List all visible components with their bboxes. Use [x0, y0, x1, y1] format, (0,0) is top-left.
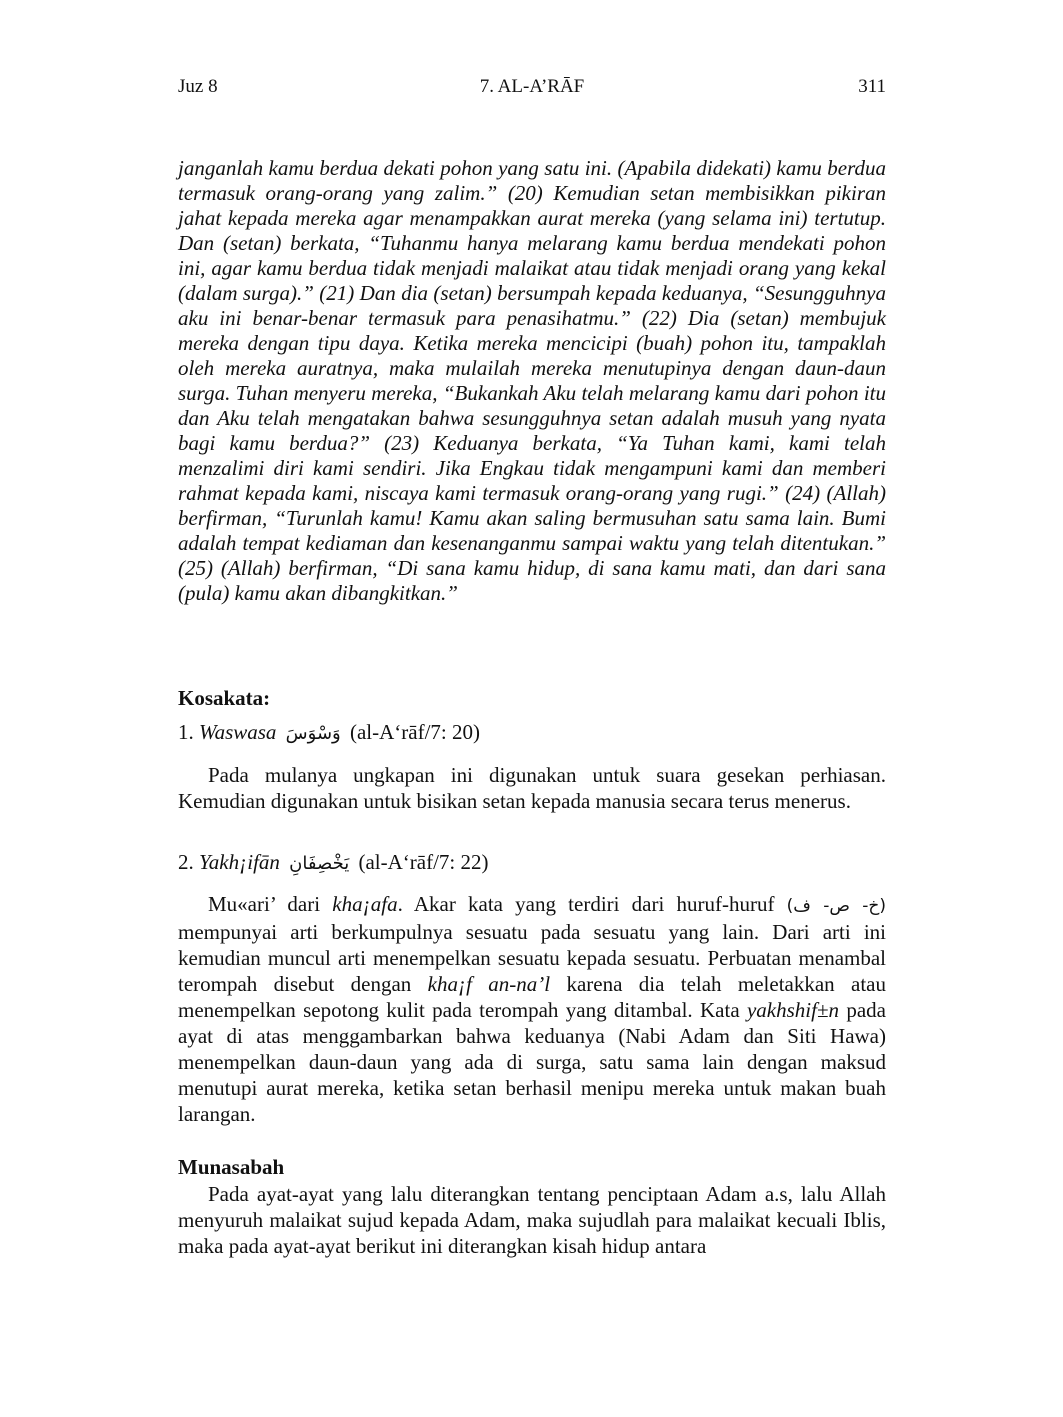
page-number: 311 — [858, 76, 886, 97]
text-run: karena dia telah meletakkan atau menempelkan sepotong kulit pada terompah yang ditambal. Kata — [178, 972, 887, 1022]
text-run: Mu«ari’ dari — [208, 892, 333, 916]
munasabah-heading: Munasabah — [178, 1155, 285, 1179]
vocab-reference: (al-A‘rāf/7: 22) — [358, 850, 489, 874]
munasabah-text: Pada ayat-ayat yang lalu diterangkan tentang penciptaan Adam a.s, lalu Allah menyuruh malaikat sujud kepada Adam, maka sujudlah para malaikat kecuali Iblis, maka pada ayat-ayat berikut ini diterangkan kisah hidup antara — [178, 1182, 886, 1258]
vocab-item-1 — [178, 720, 480, 745]
text-run: mempunyai arti berkumpulnya sesuatu pada sesuatu yang lain. Dari arti ini kemudian muncul arti menempelkan sesuatu kepada sesuatu. Perbuatan menambal terompah disebut dengan — [178, 920, 886, 996]
vocab-reference: (al-A‘rāf/7: 20) — [349, 720, 480, 744]
vocab-term: Waswasa — [199, 720, 277, 744]
vocab-term: Yakh¡ifān — [199, 850, 280, 874]
vocab-arabic: وَسْوَسَ — [285, 723, 341, 744]
italic-term: kha¡afa — [332, 892, 398, 916]
kosakata-heading: Kosakata: — [178, 686, 271, 710]
text-run: . Akar kata yang terdiri dari huruf-huruf — [397, 892, 787, 916]
page-header — [178, 76, 886, 102]
italic-term: kha¡f an-na’l — [427, 972, 551, 996]
vocab-paragraph-1 — [178, 762, 886, 814]
munasabah-paragraph — [178, 1181, 886, 1259]
vocab-paragraph-1-text: Pada mulanya ungkapan ini digunakan untuk suara gesekan perhiasan. Kemudian digunakan untuk bisikan setan kepada manusia secara terus menerus. — [178, 763, 886, 813]
verse-translation: janganlah kamu berdua dekati pohon yang satu ini. (Apabila didekati) kamu berdua termasuk orang-orang yang zalim.” (20) Kemudian setan membisikkan pikiran jahat kepada mereka agar menampakkan aurat mereka (yang selama ini) tertutup. Dan (setan) berkata, “Tuhanmu hanya melarang kamu berdua mendekati pohon ini, agar kamu berdua tidak menjadi malaikat atau tidak menjadi orang yang kekal (dalam surga).” (21) Dan dia (setan) bersumpah kepada keduanya, “Sesungguhnya aku ini benar-benar termasuk para penasihatmu.” (22) Dia (setan) membujuk mereka dengan tipu daya. Ketika mereka mencicipi (buah) pohon itu, tampaklah oleh mereka auratnya, maka mulailah mereka menutupinya dengan daun-daun surga. Tuhan menyeru mereka, “Bukankah Aku telah melarang kamu dari pohon itu dan Aku telah mengatakan bahwa sesungguhnya setan adalah musuh yang nyata bagi kamu berdua?” (23) Keduanya berkata, “Ya Tuhan kami, kami telah menzalimi diri kami sendiri. Jika Engkau tidak mengampuni kami dan memberi rahmat kepada kami, niscaya kami termasuk orang-orang yang rugi.” (24) (Allah) berfirman, “Turunlah kamu! Kamu akan saling bermusuhan satu sama lain. Bumi adalah tempat kediaman dan kesenanganmu sampai waktu yang telah ditentukan.” (25) (Allah) berfirman, “Di sana kamu hidup, di sana kamu mati, dan dari sana (pula) kamu akan dibangkitkan.” — [178, 156, 886, 605]
vocab-item-2 — [178, 850, 489, 875]
arabic-letters: (خ- ص- ف) — [786, 896, 887, 916]
text-run: pada ayat di atas menggambarkan bahwa keduanya (Nabi Adam dan Siti Hawa) menempelkan daun-daun yang ada di surga, satu sama lain dengan maksud menutupi aurat mereka, ketika setan berhasil menipu mereka untuk makan buah larangan. — [178, 998, 886, 1126]
italic-term: yakhshif±n — [746, 998, 839, 1022]
vocab-arabic: يَخْصِفَانِ — [289, 853, 350, 874]
surah-title: 7. AL-A’RĀF — [479, 76, 585, 97]
juz-label: Juz 8 — [178, 76, 218, 97]
vocab-number: 2. — [178, 850, 194, 874]
vocab-paragraph-2 — [178, 891, 886, 1127]
vocab-number: 1. — [178, 720, 194, 744]
